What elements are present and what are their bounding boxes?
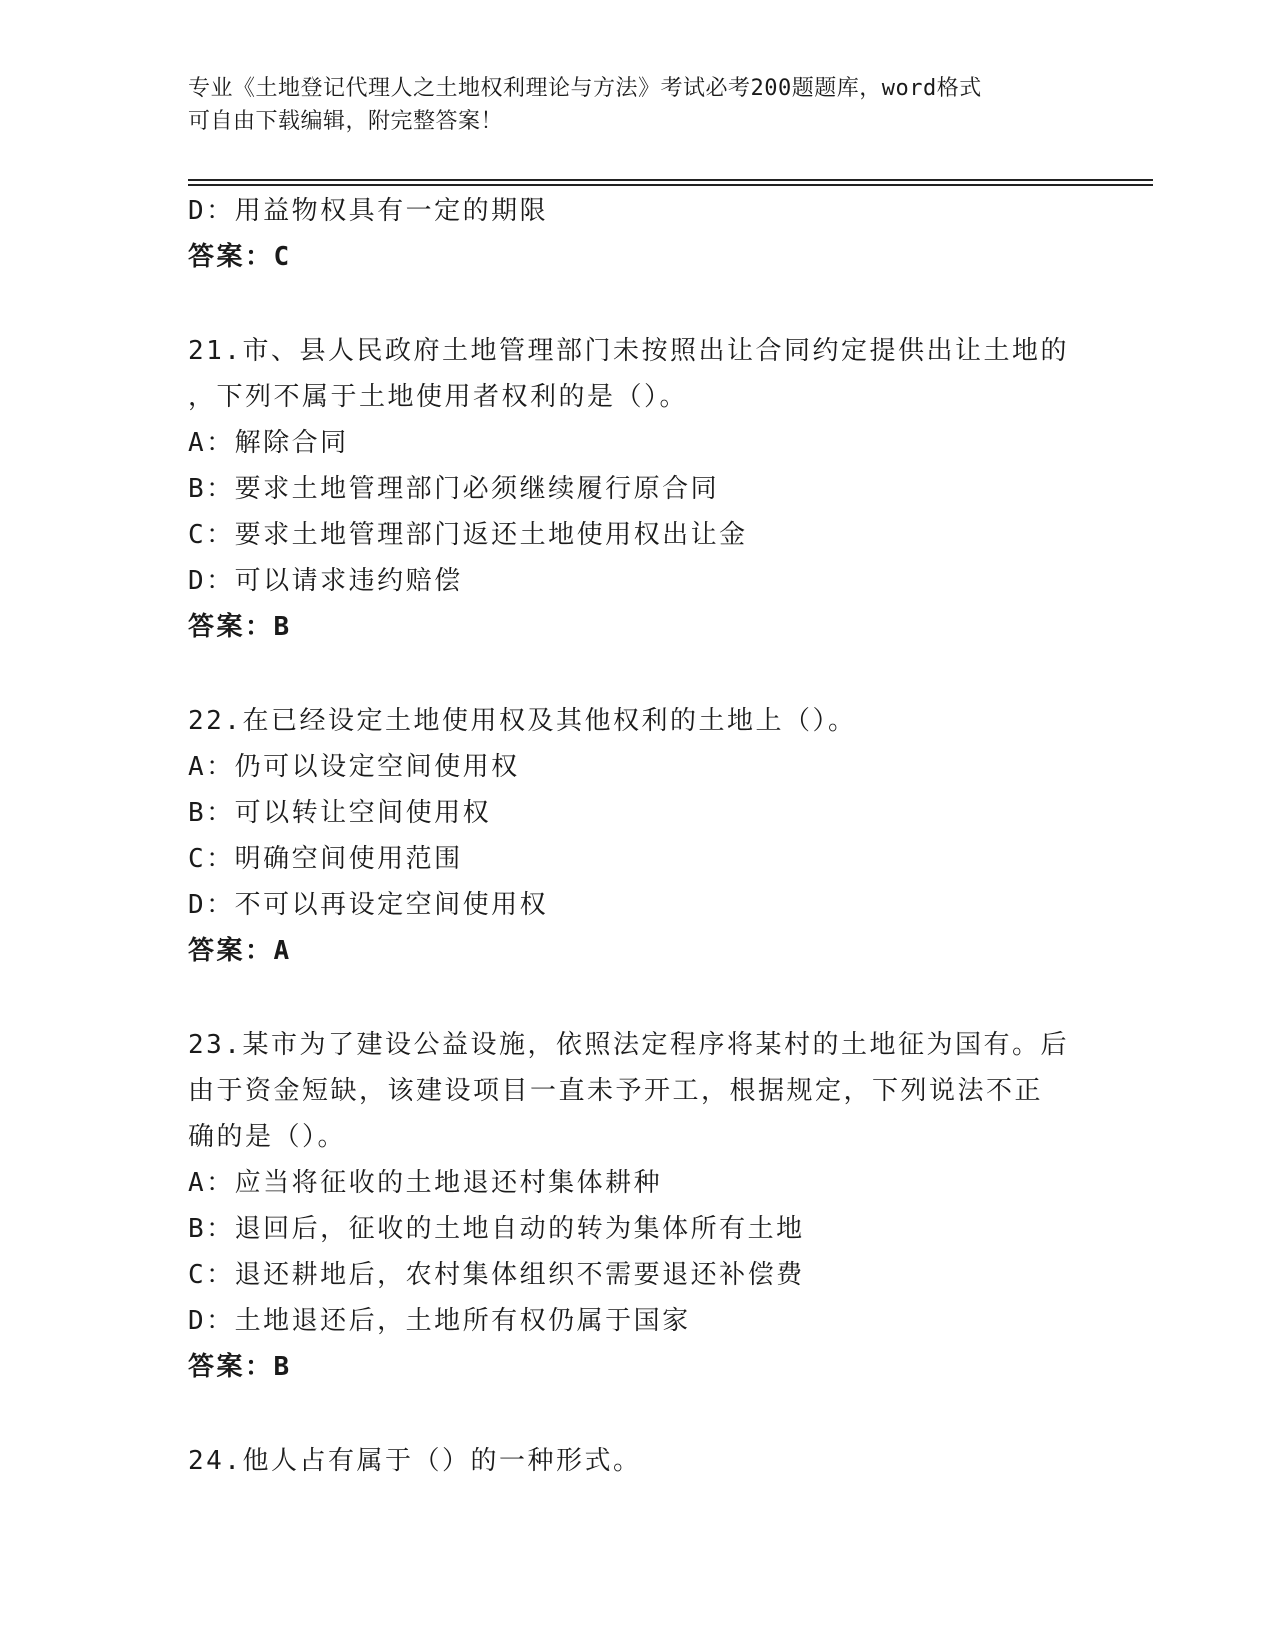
header-line-2: 可自由下载编辑，附完整答案！ [188,109,504,134]
option-a: A：仍可以设定空间使用权 [188,752,520,782]
question-stem: 24.他人占有属于（）的一种形式。 [188,1446,642,1476]
question-list [188,188,1088,1484]
header-divider-top [188,179,1153,181]
header-line-1: 专业《土地登记代理人之土地权利理论与方法》考试必考200题题库，word格式 [188,76,982,101]
option-d: D：不可以再设定空间使用权 [188,890,549,920]
option-b: B：可以转让空间使用权 [188,798,492,828]
question-stem: 22.在已经设定土地使用权及其他权利的土地上（）。 [188,706,857,736]
option-c: C：要求土地管理部门返还土地使用权出让金 [188,520,748,550]
answer-line: 答案：A [188,936,292,966]
header-divider-bottom [188,184,1153,186]
option-c: C：明确空间使用范围 [188,844,463,874]
question-block-prev [188,188,1088,280]
question-block-21 [188,328,1088,650]
question-block-23 [188,1022,1088,1390]
question-stem: 确的是（）。 [188,1122,347,1152]
document-header [188,72,1088,138]
option-d: D：可以请求违约赔偿 [188,566,463,596]
question-block-24 [188,1438,1088,1484]
option-b: B：要求土地管理部门必须继续履行原合同 [188,474,720,504]
question-stem: 由于资金短缺，该建设项目一直未予开工，根据规定，下列说法不正 [188,1076,1044,1106]
question-block-22 [188,698,1088,974]
answer-line: 答案：B [188,612,292,642]
question-stem: ，下列不属于土地使用者权利的是（）。 [188,382,689,412]
option-a: A：解除合同 [188,428,349,458]
option-d: D：土地退还后，土地所有权仍属于国家 [188,1306,691,1336]
question-stem: 21.市、县人民政府土地管理部门未按照出让合同约定提供出让土地的 [188,336,1069,366]
option-a: A：应当将征收的土地退还村集体耕种 [188,1168,663,1198]
option-d: D：用益物权具有一定的期限 [188,196,549,226]
question-stem: 23.某市为了建设公益设施，依照法定程序将某村的土地征为国有。后 [188,1030,1069,1060]
answer-line: 答案：C [188,242,292,272]
answer-line: 答案：B [188,1352,292,1382]
option-c: C：退还耕地后，农村集体组织不需要退还补偿费 [188,1260,805,1290]
option-b: B：退回后，征收的土地自动的转为集体所有土地 [188,1214,805,1244]
